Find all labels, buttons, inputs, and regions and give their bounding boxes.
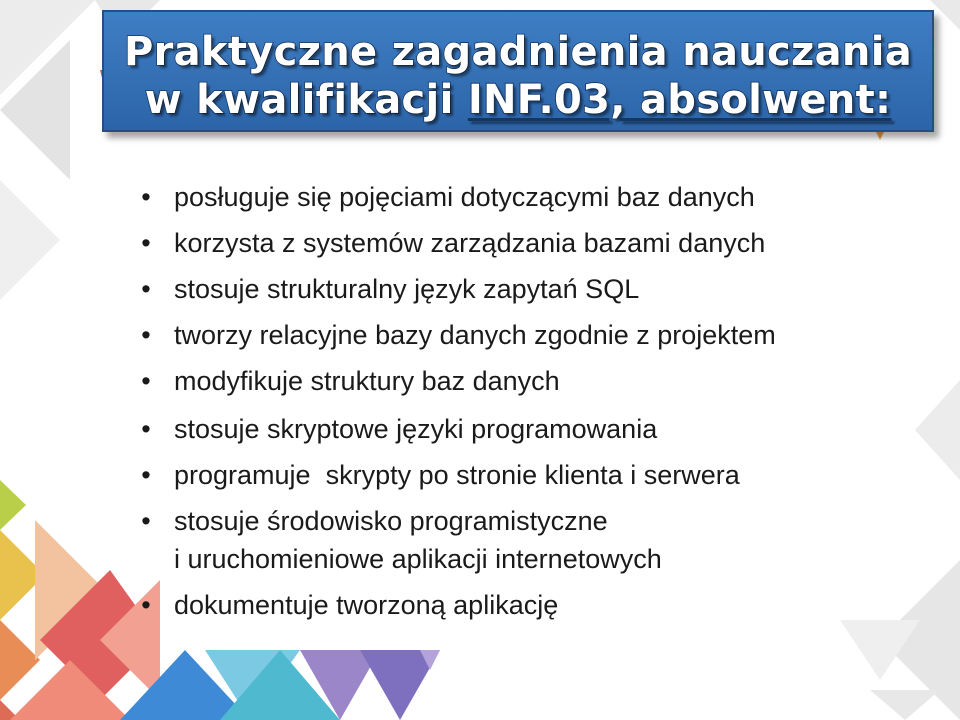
title-line-2-prefix: w kwalifikacji xyxy=(144,77,468,123)
bullet-text: stosuje strukturalny język zapytań SQL xyxy=(174,274,640,304)
bullet-text: dokumentuje tworzoną aplikację xyxy=(174,590,559,620)
bullet-marker: • xyxy=(141,228,151,258)
bullet-marker: • xyxy=(141,414,151,444)
bullet-text: stosuje środowisko programistyczne xyxy=(174,506,608,536)
bullet-text: stosuje skryptowe języki programowania xyxy=(174,414,658,444)
bullet-text: posługuje się pojęciami dotyczącymi baz danych xyxy=(174,182,755,212)
title-banner xyxy=(102,10,934,132)
bullet-marker: • xyxy=(141,320,151,350)
bullet-text-continuation: i uruchomieniowe aplikacji internetowych xyxy=(174,544,662,574)
bullet-marker: • xyxy=(141,182,151,212)
slide-title-line-2 xyxy=(104,76,932,124)
bullet-marker: • xyxy=(141,460,151,490)
bullet-marker: • xyxy=(141,506,151,536)
bullet-text: modyfikuje struktury baz danych xyxy=(174,366,560,396)
title-qualification-code: INF.03, absolwent: xyxy=(467,77,892,123)
bullet-marker: • xyxy=(141,366,151,396)
bullet-text: korzysta z systemów zarządzania bazami danych xyxy=(174,228,766,258)
bullet-marker: • xyxy=(141,590,151,620)
bullet-text: programuje skrypty po stronie klienta i serwera xyxy=(174,460,740,490)
bullet-marker: • xyxy=(141,274,151,304)
bullet-text: tworzy relacyjne bazy danych zgodnie z projektem xyxy=(174,320,776,350)
slide-title-line-1: Praktyczne zagadnienia nauczania xyxy=(123,29,913,75)
